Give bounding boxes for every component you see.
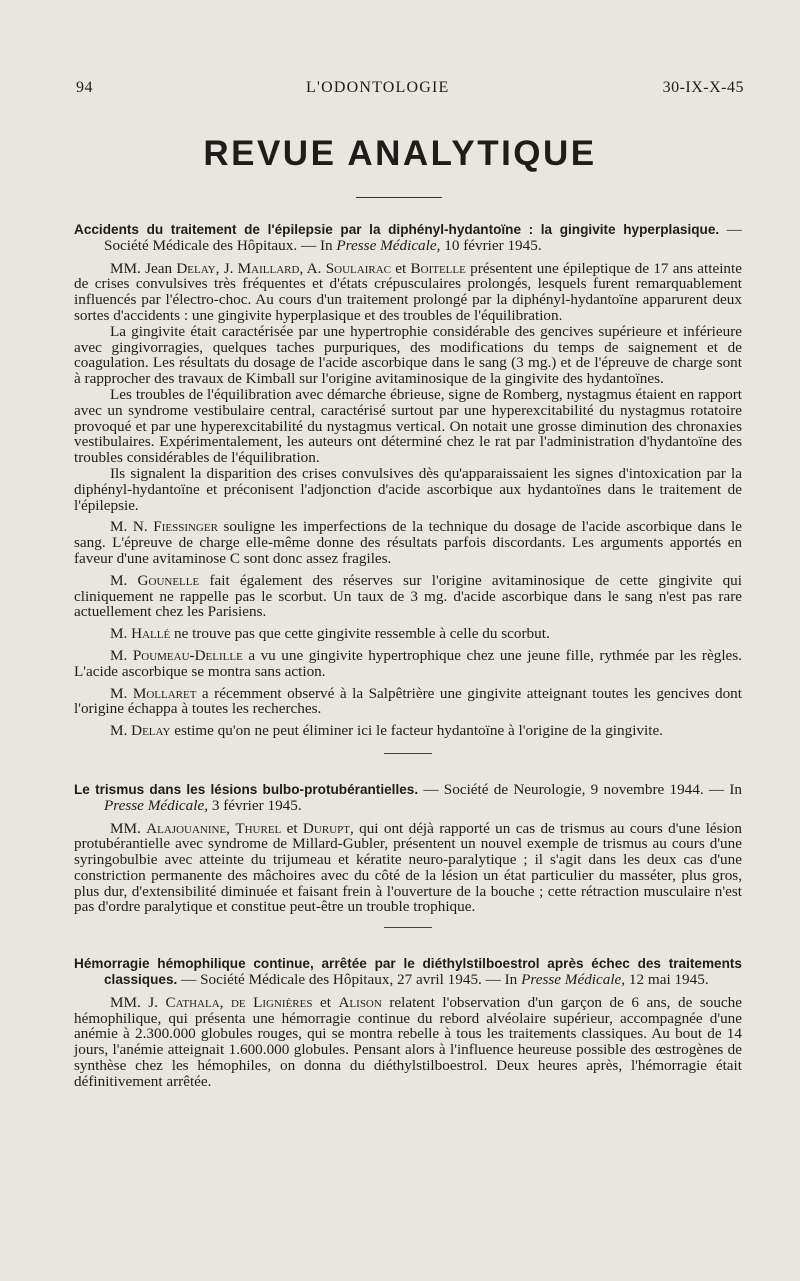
author-name: Poumeau-Delille xyxy=(132,646,243,664)
name-separator: et xyxy=(281,819,303,837)
author-name: Fiessinger xyxy=(153,518,218,536)
paragraph xyxy=(74,519,742,566)
paragraph xyxy=(74,648,742,680)
article-journal: Presse Médicale, xyxy=(521,971,626,989)
paragraph-lead: M. xyxy=(110,625,132,643)
author-name: Alison xyxy=(338,993,382,1011)
paragraph-text: estime qu'on ne peut éliminer ici le facteur hydantoïne à l'origine de la gingivite. xyxy=(170,722,663,740)
author-name: Delay xyxy=(131,722,171,740)
paragraph-lead: M. N. xyxy=(110,518,154,536)
paragraph xyxy=(74,995,742,1090)
name-separator: , xyxy=(226,819,236,837)
article-date: 10 février 1945. xyxy=(440,236,542,254)
paragraph-lead: M. xyxy=(110,684,133,702)
article-heading xyxy=(74,782,742,814)
article-source: — Société Médicale des Hôpitaux, 27 avril 1945. — In xyxy=(177,971,522,989)
paragraph-text: a vu une gingivite hypertrophique chez une jeune fille, rythmée par les règles. L'acide ascorbique se montra sans action. xyxy=(74,646,742,680)
issue-date: 30-IX-X-45 xyxy=(662,79,744,96)
paragraph xyxy=(74,626,742,642)
running-header xyxy=(76,79,744,97)
paragraph xyxy=(74,466,742,513)
paragraph xyxy=(74,261,742,324)
paragraph xyxy=(74,686,742,718)
journal-name: L'ODONTOLOGIE xyxy=(306,79,450,96)
paragraph-text: , qui ont déjà rapporté un cas de trismus au cours d'une lésion protubérantielle avec syndrome de Millard-Gubler, présentent un nouvel exemple de trismus au cours d'une syringobulbie avec atteinte du trijumeau et kératite neuro-paralytique ; il s'agit dans les deux cas d'une constriction permanente des mâchoires avec du côté de la lésion un état particulier du masséter, plus gros, plus dur, d'extensibilité diminuée et faisant frein à l'ouverture de la bouche ; cette rétraction musculaire n'est pas d'ordre paralytique et constitue peut-être un trouble trophique. xyxy=(74,819,742,916)
author-name: Thurel xyxy=(235,819,282,837)
page-number: 94 xyxy=(76,79,93,96)
article-date: 3 février 1945. xyxy=(208,796,302,814)
article-heading xyxy=(74,956,742,988)
paragraph-text: souligne les imperfections de la technique du dosage de l'acide ascorbique dans le sang. L'épreuve de charge elle-même donne des résultats parfois discordants. Les arguments apportés en faveur d'une avitaminose C sont donc assez fragiles. xyxy=(74,518,742,567)
paragraph xyxy=(74,573,742,620)
author-name: Maillard xyxy=(237,259,300,277)
paragraph-lead: M. xyxy=(110,571,138,589)
paragraph-lead: MM. xyxy=(110,819,147,837)
author-name: Mollaret xyxy=(132,684,197,702)
author-name: Soulairac xyxy=(325,259,391,277)
article-journal: Presse Médicale, xyxy=(336,236,441,254)
paragraph xyxy=(74,821,742,916)
title-divider xyxy=(356,197,442,198)
name-separator: , A. xyxy=(299,259,326,277)
paragraph-text: Les troubles de l'équilibration avec démarche ébrieuse, signe de Romberg, nystagmus étaient en rapport avec un syndrome vestibulaire central, caractérisé surtout par une hyperexcitabilité du nystagmus rotatoire provoqué et par une hyperexcitabilité du nystagmus vertical. On notait une grosse diminution des chronaxies vestibulaires. Expérimentalement, les auteurs ont déterminé chez le rat par l'administration d'hydantoïne des troubles considérables de l'équilibration. xyxy=(74,385,742,467)
article-source: — Société Médicale des Hôpitaux. — In xyxy=(104,221,742,254)
section-divider xyxy=(384,927,432,928)
paragraph-text: Ils signalent la disparition des crises convulsives dès qu'apparaissaient les signes d'intoxication par la diphényl-hydantoïne et préconisent l'adjonction d'acide ascorbique aux hydantoïnes dans le traitement de l'épilepsie. xyxy=(74,464,742,514)
article-heading xyxy=(74,222,742,254)
paragraph xyxy=(74,723,742,739)
article-journal: Presse Médicale, xyxy=(104,796,209,814)
author-name: Gounelle xyxy=(137,571,200,589)
paragraph-lead: MM. Jean xyxy=(110,259,177,277)
paragraph-text: relatent l'observation d'un garçon de 6 ans, de souche hémophilique, qui présenta une hémorragie continue du rebord alvéolaire supérieur, accompagnée d'une anémie à 2.300.000 globules rouges, qui se montra rebelle à tous les traitements classiques. Au bout de 14 jours, l'anémie atteignait 1.600.000 globules. Pensant alors à l'influence heureuse possible des œstrogènes de synthèse chez les hémophiles, on donna du diéthylstilboestrol. Deux heures après, l'hémorragie était définitivement arrêtée. xyxy=(74,993,742,1090)
author-name: Alajouanine xyxy=(146,819,227,837)
paragraph-text: fait également des réserves sur l'origine avitaminosique de cette gingivite qui cliniquement ne rappelle pas le scorbut. Un taux de 3 mg. d'acide ascorbique dans le sang n'est pas rare actuellement chez les Parisiens. xyxy=(74,571,742,621)
name-separator: , xyxy=(219,993,231,1011)
name-separator: et xyxy=(391,259,411,277)
name-separator: , J. xyxy=(215,259,238,277)
page-title: REVUE ANALYTIQUE xyxy=(203,134,597,173)
author-name: Boitelle xyxy=(410,259,466,277)
article-title: Hémorragie hémophilique continue, arrêtée par le diéthylstilboestrol après échec des traitements classiques. xyxy=(74,956,742,988)
paragraph-text: a récemment observé à la Salpêtrière une gingivite atteignant toutes les gencives dont l'origine échappa à toutes les recherches. xyxy=(74,684,742,718)
section-divider xyxy=(384,753,432,754)
author-name: Hallé xyxy=(131,625,171,643)
paragraph-text: La gingivite était caractérisée par une hypertrophie considérable des gencives supérieure et inférieure avec gingivorragies, quelques taches purpuriques, des modifications du temps de saignement et de coagulation. Les résultats du dosage de l'acide ascorbique dans le sang (3 mg.) et de l'épreuve de charge sont à rapprocher des travaux de Kimball sur l'origine avitaminosique de la gingivite des hydantoïnes. xyxy=(74,322,742,388)
paragraph-text: ne trouve pas que cette gingivite ressemble à celle du scorbut. xyxy=(170,625,550,643)
author-name: Durupt xyxy=(302,819,350,837)
name-separator: et xyxy=(312,993,339,1011)
paragraph-lead: M. xyxy=(110,646,133,664)
paragraph-text: présentent une épileptique de 17 ans atteinte de crises convulsives très fréquentes et d'états crépusculaires prolongés, lesquels furent remarquablement influencés par l'électro-choc. Au cours d'un traitement prolongé par la diphényl-hydantoïne apparurent deux sortes d'accidents : une gingivite hyperplasique et des troubles de l'équilibration. xyxy=(74,259,742,324)
article-date: 12 mai 1945. xyxy=(625,971,709,989)
author-name: Delay xyxy=(176,259,216,277)
article-source: — Société de Neurologie, 9 novembre 1944. — In xyxy=(418,780,742,798)
paragraph-lead: MM. J. xyxy=(110,993,166,1011)
article-body xyxy=(74,222,742,1090)
paragraph xyxy=(74,387,742,466)
article-title: Accidents du traitement de l'épilepsie par la diphényl-hydantoïne : la gingivite hyperplasique. xyxy=(74,222,720,237)
paragraph xyxy=(74,324,742,387)
author-name: Cathala xyxy=(165,993,220,1011)
article-title: Le trismus dans les lésions bulbo-protubérantielles. xyxy=(74,781,419,797)
author-name: de Lignières xyxy=(230,993,313,1011)
paragraph-lead: M. xyxy=(110,722,132,740)
